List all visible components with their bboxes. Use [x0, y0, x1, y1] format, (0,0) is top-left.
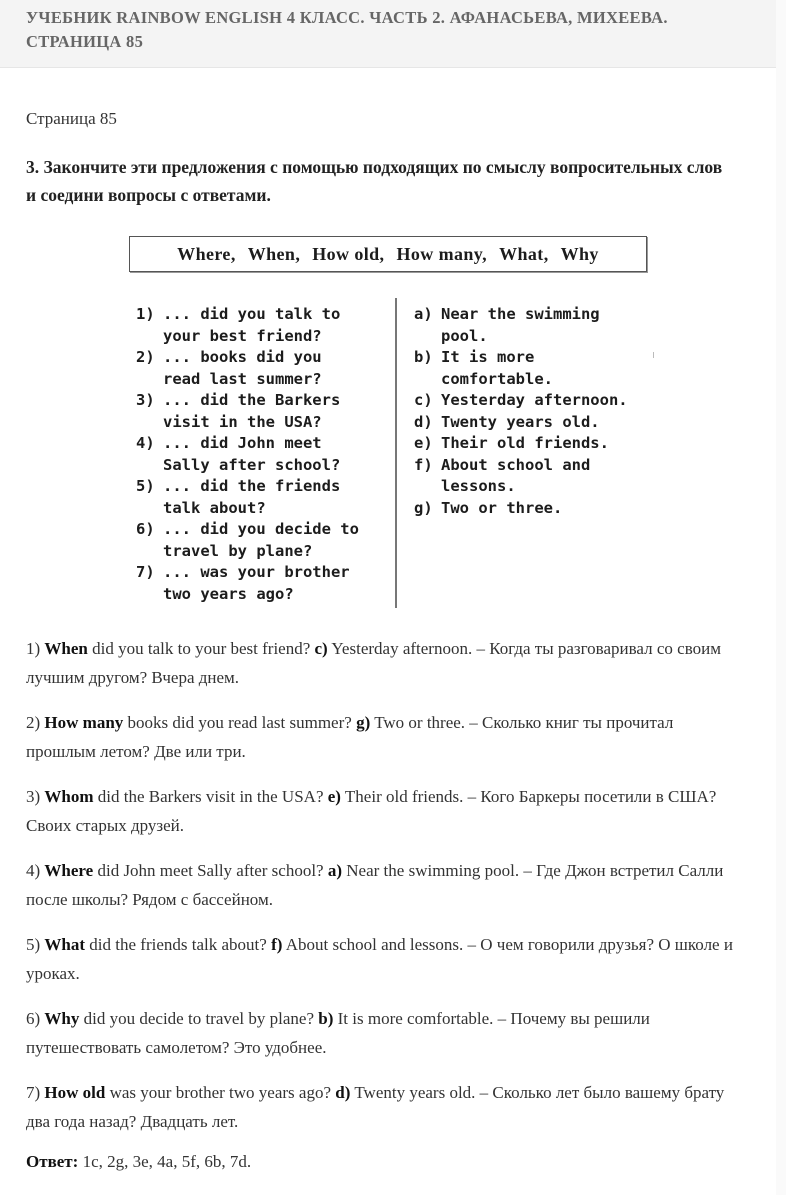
answer-letter: c): [314, 639, 328, 658]
option-letter: b): [414, 348, 433, 366]
answer-paragraph: [26, 1004, 746, 1062]
answer-reply: Two or three. – Сколько книг ты прочитал прошлым летом? Две или три.: [26, 713, 674, 761]
answer-paragraph: [26, 634, 746, 692]
answer-question: was your brother two years ago?: [109, 1083, 332, 1102]
question-number: 3): [136, 391, 155, 409]
answer-paragraph: [26, 708, 746, 766]
answer-number: 1): [26, 639, 41, 658]
question-word: What,: [499, 243, 549, 264]
question-text: ... did you decide to travel by plane?: [163, 520, 359, 560]
question-word: How many,: [396, 243, 488, 264]
answer-paragraph: [26, 1078, 746, 1136]
option-letter: c): [414, 391, 433, 409]
questions-column: [136, 304, 386, 605]
question-item: [136, 390, 386, 433]
answer-reply: It is more comfortable. – Почему вы решили путешествовать самолетом? Это удобнее.: [26, 1009, 650, 1057]
answer-question-word: How many: [44, 713, 124, 732]
answer-question: did you talk to your best friend?: [92, 639, 311, 658]
answer-letter: d): [335, 1083, 351, 1102]
question-number: 4): [136, 434, 155, 452]
textbook-exercise-scan: [120, 228, 660, 613]
answer-number: 5): [26, 935, 41, 954]
question-word: When,: [247, 243, 301, 264]
page-title: УЧЕБНИК RAINBOW ENGLISH 4 КЛАСС. ЧАСТЬ 2. АФАНАСЬЕВА, МИХЕЕВА. СТРАНИЦА 85: [26, 8, 668, 51]
answer-letter: b): [318, 1009, 334, 1028]
question-number: 5): [136, 477, 155, 495]
answer-paragraph: [26, 930, 746, 988]
option-letter: e): [414, 434, 433, 452]
question-text: ... did the Barkers visit in the USA?: [163, 391, 341, 431]
option-text: Two or three.: [441, 498, 563, 517]
option-text: Yesterday afternoon.: [441, 391, 628, 409]
option-item: [414, 412, 660, 434]
answers-list: [26, 634, 746, 1152]
option-text: Their old friends.: [441, 434, 609, 452]
answer-question: did you decide to travel by plane?: [83, 1009, 315, 1028]
option-letter: a): [414, 305, 433, 323]
option-letter: g): [414, 498, 433, 517]
question-text: ... did you talk to your best friend?: [163, 305, 341, 345]
option-item: [414, 455, 660, 498]
question-text: ... did John meet Sally after school?: [163, 434, 341, 474]
answer-reply: Their old friends. – Кого Баркеры посетили в США? Своих старых друзей.: [26, 787, 717, 835]
task-title: 3. Закончите эти предложения с помощью подходящих по смыслу вопросительных слов и соедини вопросы с ответами.: [26, 157, 723, 205]
question-number: 1): [136, 305, 155, 323]
question-number: 7): [136, 563, 155, 581]
answer-number: 4): [26, 861, 41, 880]
answer-question-word: When: [44, 639, 88, 658]
option-item: [414, 498, 660, 520]
question-text: ... books did you read last summer?: [163, 348, 322, 388]
question-number: 2): [136, 348, 155, 366]
question-number: 6): [136, 520, 155, 538]
page-header: [0, 0, 776, 68]
answer-question-word: Whom: [44, 787, 94, 806]
question-item: [136, 476, 386, 519]
scan-artifact: [653, 352, 654, 358]
answer-question-word: Why: [44, 1009, 80, 1028]
answer-number: 6): [26, 1009, 41, 1028]
answer-reply: Twenty years old. – Сколько лет было вашему брату два года назад? Двадцать лет.: [26, 1083, 725, 1131]
answer-number: 3): [26, 787, 41, 806]
answer-reply: Yesterday afternoon. – Когда ты разговаривал со своим лучшим другом? Вчера днем.: [26, 639, 721, 687]
answer-letter: a): [327, 861, 343, 880]
option-letter: d): [414, 412, 433, 431]
answer-number: 2): [26, 713, 41, 732]
question-words-box: [129, 236, 647, 272]
answer-question-word: What: [44, 935, 86, 954]
question-word: Why: [560, 243, 599, 264]
answer-question: books did you read last summer?: [127, 713, 352, 732]
question-word: How old,: [312, 243, 385, 264]
answer-question: did the friends talk about?: [89, 935, 267, 954]
question-item: [136, 562, 386, 605]
answer-question: did the Barkers visit in the USA?: [97, 787, 324, 806]
option-item: [414, 433, 660, 455]
answer-reply: About school and lessons. – О чем говорили друзья? О школе и уроках.: [26, 935, 733, 983]
question-item: [136, 519, 386, 562]
answer-paragraph: [26, 856, 746, 914]
final-answer-label: Ответ:: [26, 1152, 79, 1171]
answer-paragraph: [26, 782, 746, 840]
option-letter: f): [414, 455, 433, 474]
question-text: ... was your brother two years ago?: [163, 563, 350, 603]
options-column: [414, 304, 660, 519]
question-word: Where,: [177, 243, 236, 264]
option-text: About school and lessons.: [441, 455, 591, 495]
question-item: [136, 347, 386, 390]
answer-question-word: Where: [44, 861, 94, 880]
answer-number: 7): [26, 1083, 41, 1102]
final-answer-value: 1c, 2g, 3e, 4a, 5f, 6b, 7d.: [82, 1152, 252, 1171]
answer-question: did John meet Sally after school?: [97, 861, 324, 880]
answer-letter: e): [327, 787, 341, 806]
page-subtitle: Страница 85: [26, 109, 117, 128]
right-edge-strip: [776, 0, 786, 1195]
question-item: [136, 433, 386, 476]
option-text: Near the swimming pool.: [441, 305, 600, 345]
option-item: [414, 304, 660, 347]
final-answer: [26, 1152, 251, 1172]
answer-question-word: How old: [44, 1083, 106, 1102]
option-text: Twenty years old.: [441, 412, 600, 431]
option-item: [414, 347, 660, 390]
question-item: [136, 304, 386, 347]
option-text: It is more comfortable.: [441, 348, 553, 388]
answer-reply: Near the swimming pool. – Где Джон встретил Салли после школы? Рядом с бассейном.: [26, 861, 724, 909]
question-text: ... did the friends talk about?: [163, 477, 341, 517]
option-item: [414, 390, 660, 412]
answer-letter: g): [356, 713, 371, 732]
answer-letter: f): [271, 935, 283, 954]
column-divider: [395, 298, 397, 608]
